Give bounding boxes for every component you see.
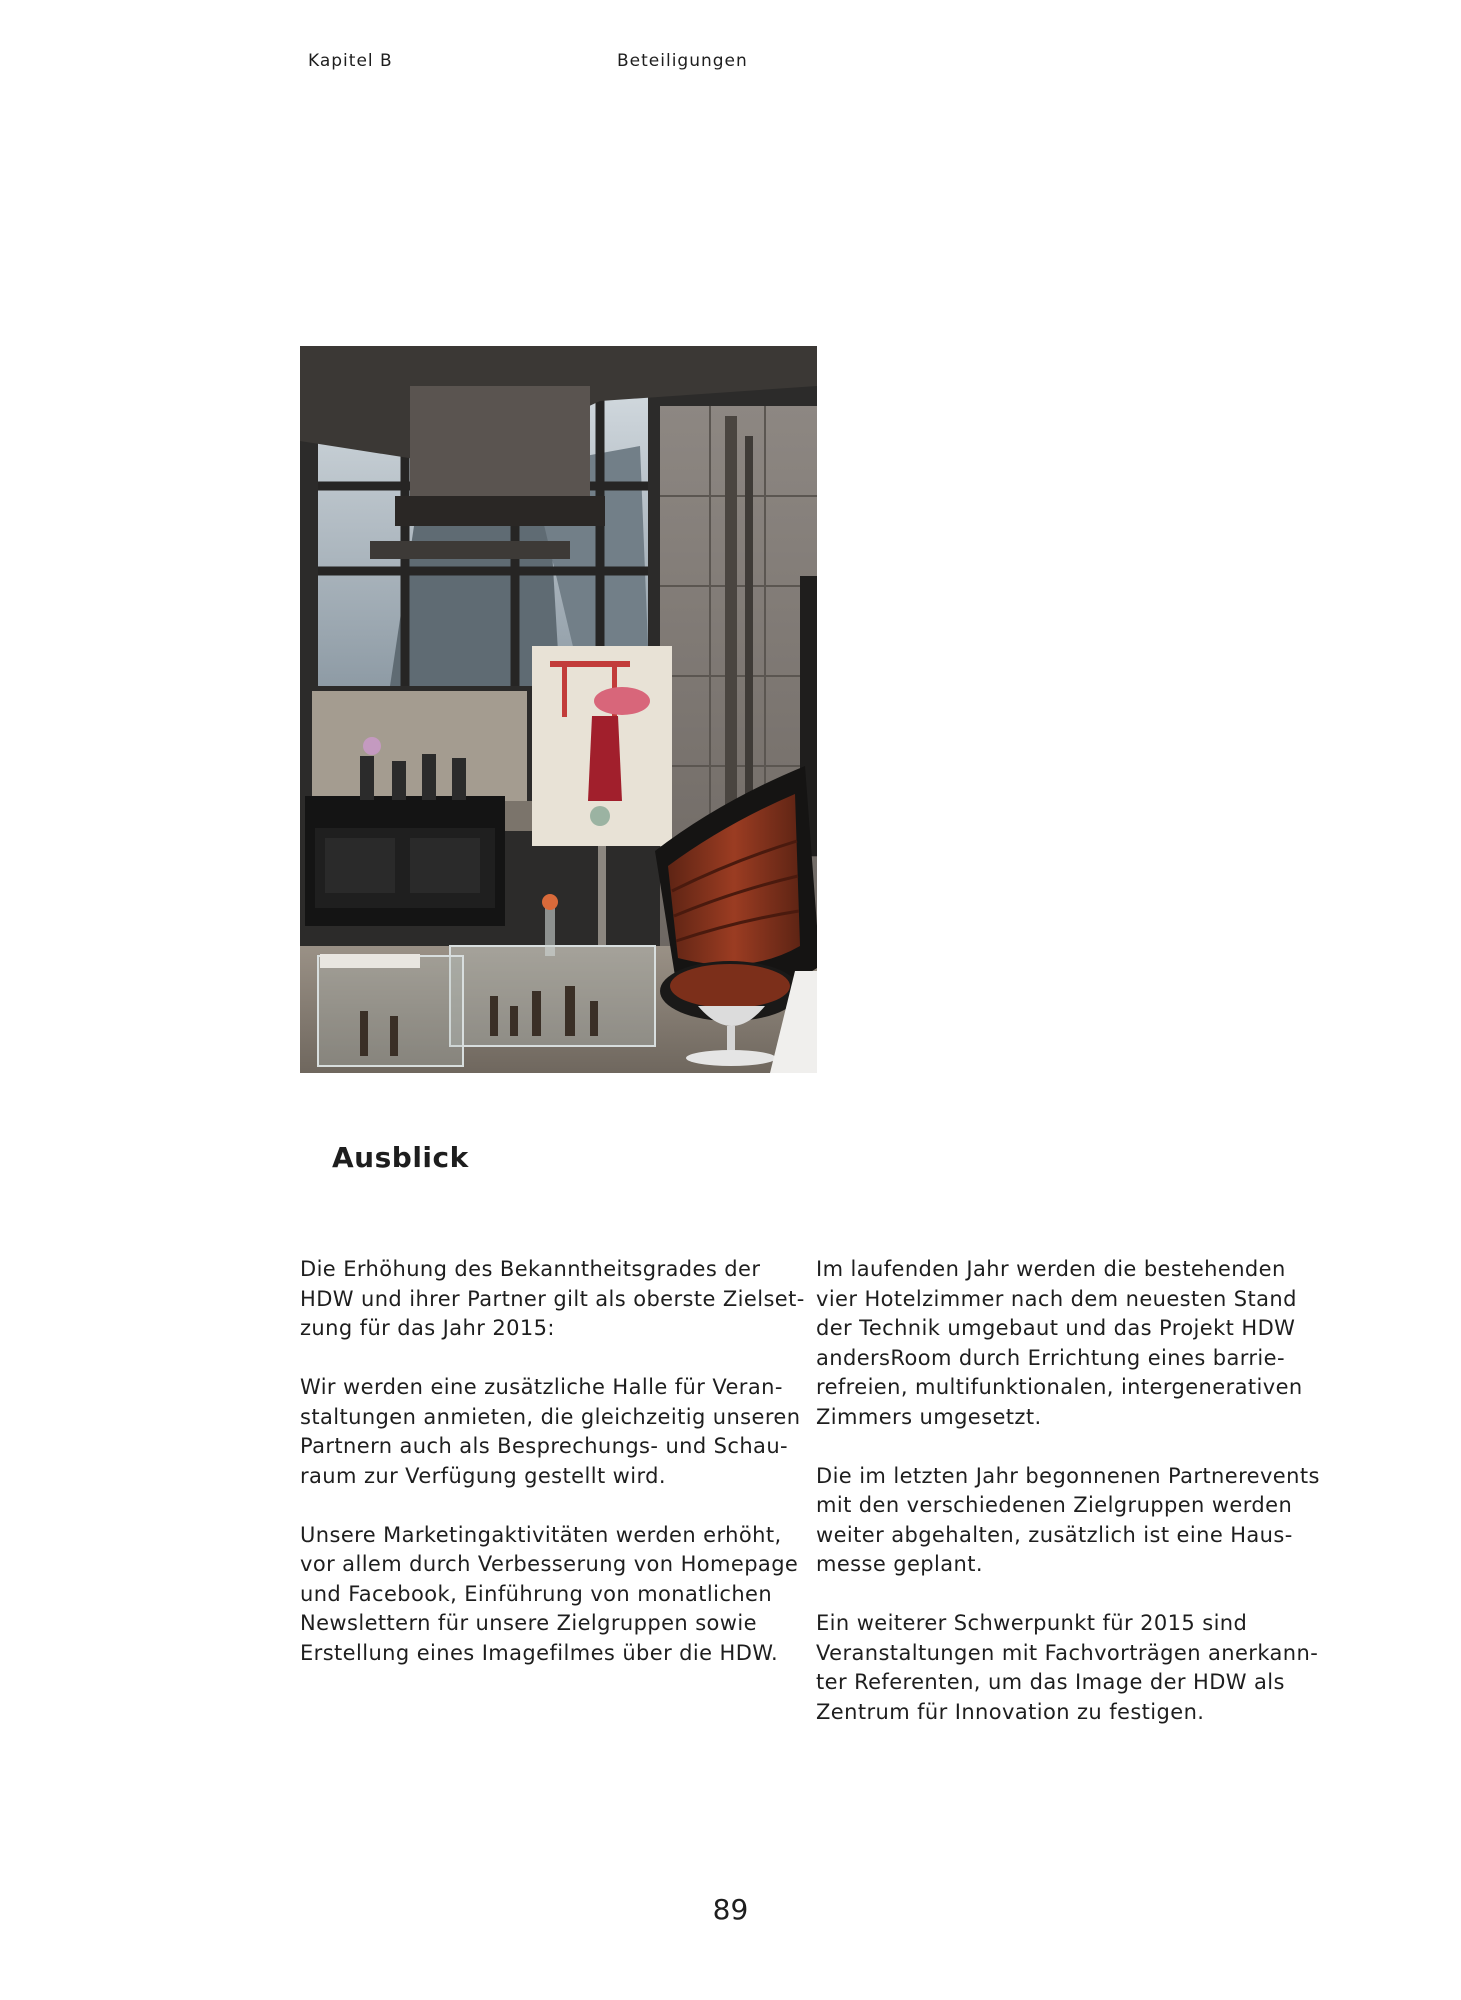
running-head-section: Beteiligungen <box>617 51 748 71</box>
text-line: ter Referenten, um das Image der HDW als <box>816 1670 1285 1694</box>
paragraph <box>300 1255 805 1344</box>
running-head-chapter: Kapitel B <box>308 51 393 71</box>
text-line: vier Hotelzimmer nach dem neuesten Stand <box>816 1286 1297 1311</box>
text-line: HDW und ihrer Partner gilt als oberste Zielset- <box>300 1286 805 1311</box>
text-line: Partnern auch als Besprechungs- und Schau- <box>300 1434 789 1458</box>
text-line: andersRoom durch Errichtung eines barrie- <box>816 1345 1285 1370</box>
text-line: vor allem durch Verbesserung von Homepage <box>300 1552 799 1576</box>
text-line: Die Erhöhung des Bekanntheitsgrades der <box>300 1257 761 1281</box>
text-line: Newslettern für unsere Zielgruppen sowie <box>300 1611 757 1635</box>
text-line: Wir werden eine zusätzliche Halle für Veran- <box>300 1375 783 1399</box>
text-line: mit den verschiedenen Zielgruppen werden <box>816 1493 1293 1517</box>
text-line: Veranstaltungen mit Fachvorträgen anerkann- <box>816 1640 1319 1665</box>
page-number: 89 <box>712 1893 749 1926</box>
paragraph <box>300 1373 800 1491</box>
text-line: Im laufenden Jahr werden die bestehenden <box>816 1257 1286 1281</box>
interior-photo-icon <box>300 346 817 1073</box>
text-line: raum zur Verfügung gestellt wird. <box>300 1463 666 1488</box>
paragraph <box>816 1462 1326 1580</box>
paragraph <box>300 1521 800 1669</box>
text-line: der Technik umgebaut und das Projekt HDW <box>816 1316 1296 1340</box>
paragraph <box>816 1255 1326 1432</box>
text-line: Zentrum für Innovation zu festigen. <box>816 1699 1205 1724</box>
text-line: refreien, multifunktionalen, intergenerativen <box>816 1375 1303 1399</box>
section-heading: Ausblick <box>332 1141 469 1174</box>
text-line: Erstellung eines Imagefilmes über die HDW. <box>300 1640 779 1665</box>
text-line: messe geplant. <box>816 1552 983 1576</box>
text-line: Unsere Marketingaktivitäten werden erhöht, <box>300 1522 782 1547</box>
text-line: Die im letzten Jahr begonnenen Partnerevents <box>816 1463 1320 1488</box>
text-line: weiter abgehalten, zusätzlich ist eine Haus- <box>816 1522 1293 1547</box>
text-line: Zimmers umgesetzt. <box>816 1404 1042 1429</box>
text-line: staltungen anmieten, die gleichzeitig unseren <box>300 1404 801 1429</box>
text-column-right <box>816 1255 1326 1757</box>
text-line: zung für das Jahr 2015: <box>300 1316 555 1340</box>
text-line: Ein weiterer Schwerpunkt für 2015 sind <box>816 1611 1248 1635</box>
paragraph <box>816 1609 1326 1727</box>
text-column-left <box>300 1255 805 1698</box>
text-line: und Facebook, Einführung von monatlichen <box>300 1581 773 1606</box>
